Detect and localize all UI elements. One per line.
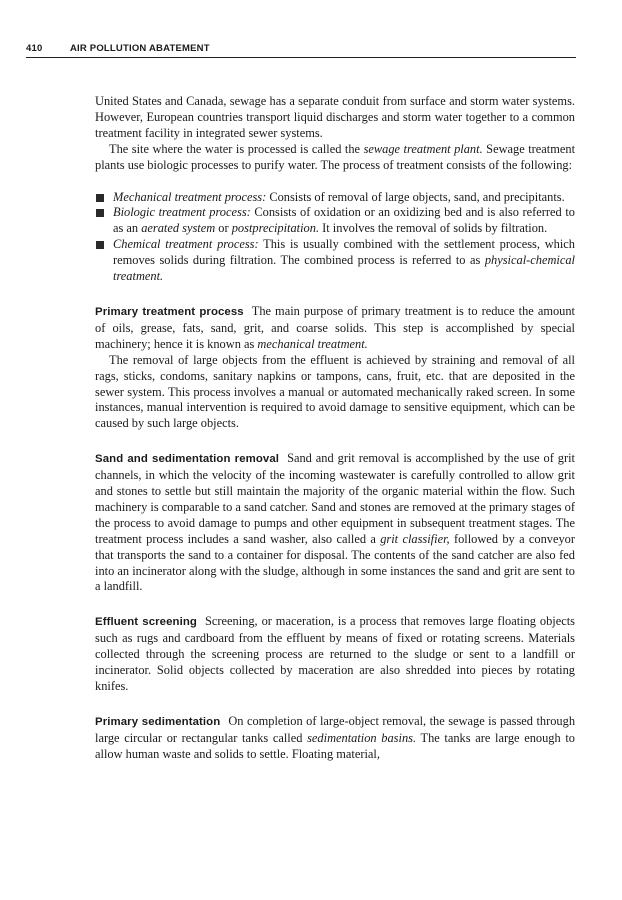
page-number: 410	[26, 43, 43, 54]
list-item-biologic	[95, 205, 575, 237]
term-grit-classifier: grit classifier,	[380, 531, 450, 546]
term-chemical: Chemical treatment process:	[113, 237, 259, 252]
effluent-screening-paragraph	[95, 614, 575, 695]
intro-paragraph-1: United States and Canada, sewage has a separate conduit from surface and storm water systems. However, European countries transport liquid discharges and storm water together to a common treatment facility in integrated sewer systems.	[95, 94, 575, 140]
primary-treatment-text-a: The main purpose of primary treatment is to reduce the amount of oils, grease, fats, sand, grit, and coarse solids. This step is accomplished by special machinery; hence it is known as	[95, 303, 575, 351]
effluent-screening-text: Screening, or maceration, is a process that removes large floating objects such as rugs and cardboard from the effluent by means of fixed or rotating screens. Materials collected through the screening process are returned to the sludge or sent to a landfill or incinerator. Solid objects collected by maceration are also shredded into pieces by rotating knifes.	[95, 614, 575, 693]
section-heading-primary-sedimentation: Primary sedimentation	[95, 715, 221, 728]
text-biologic-or: or	[215, 221, 232, 236]
term-biologic: Biologic treatment process:	[113, 205, 251, 220]
term-mechanical-treatment: mechanical treatment.	[257, 336, 368, 351]
intro-paragraph-2	[95, 142, 575, 174]
list-item-mechanical	[95, 190, 575, 206]
section-effluent-screening	[95, 614, 575, 695]
term-postprecipitation: postprecipitation.	[231, 221, 320, 236]
section-heading-primary-treatment: Primary treatment process	[95, 305, 244, 318]
term-physical-chemical: physical-chemical treatment.	[113, 253, 575, 284]
body-text	[95, 94, 575, 763]
intro-text-a: The site where the water is processed is called the	[109, 141, 364, 156]
term-aerated-system: aerated system	[141, 221, 216, 236]
text-chemical: This is usually combined with the settlement process, which removes solids during filtration. The combined process is referred to as	[113, 237, 576, 268]
primary-sedimentation-text-b: The tanks are large enough to allow human waste and solids to settle. Floating material,	[95, 730, 575, 761]
primary-treatment-paragraph-1	[95, 304, 575, 353]
square-bullet-icon	[96, 241, 104, 249]
sand-removal-text-a: Sand and grit removal is accomplished by the use of grit channels, in which the velocity of the incoming wastewater is carefully controlled to allow grit and stones to settle but still maintain the majority of the organic material within the flow. Such machinery is comparable to a sand catcher. Sand and stones are removed at the primary stages of the process to avoid damage to pumps and other equipment in subsequent treatment stages. The treatment process includes a sand washer, also called a	[95, 451, 575, 546]
section-heading-sand-removal: Sand and sedimentation removal	[95, 453, 280, 466]
text-biologic-b: It involves the removal of solids by filtration.	[319, 221, 548, 236]
term-sedimentation-basins: sedimentation basins.	[307, 730, 417, 745]
treatment-process-list	[95, 190, 575, 285]
running-head	[26, 43, 576, 58]
intro-text-b: Sewage treatment plants use biologic processes to purify water. The process of treatment consists of the following:	[95, 141, 576, 172]
list-item-chemical	[95, 237, 575, 285]
primary-treatment-paragraph-2: The removal of large objects from the effluent is achieved by straining and removal of all rags, sticks, condoms, sanitary napkins or tampons, cans, fruit, etc. that are deposited in the sewer system. This process involves a manual or automated mechanically raked screen. In some instances, manual intervention is required to avoid damage to sensitive equipment, which can be caused by such large objects.	[95, 352, 575, 431]
text-mechanical: Consists of removal of large objects, sand, and precipitants.	[266, 189, 565, 204]
section-primary-sedimentation	[95, 714, 575, 763]
primary-sedimentation-text-a: On completion of large-object removal, the sewage is passed through large circular or rectangular tanks called	[95, 713, 576, 745]
primary-sedimentation-paragraph	[95, 714, 575, 763]
sand-removal-text-b: followed by a conveyor that transports the sand to a container for disposal. The contents of the sand catcher are also fed into an incinerator along with the sludge, although in some instances the sand and grit are sent to a landfill.	[95, 531, 576, 594]
square-bullet-icon	[96, 209, 104, 217]
intro-term-sewage-treatment-plant: sewage treatment plant.	[363, 141, 483, 156]
term-mechanical: Mechanical treatment process:	[113, 189, 267, 204]
text-biologic-a: Consists of oxidation or an oxidizing bed and is also referred to as an	[113, 205, 575, 236]
section-heading-effluent-screening: Effluent screening	[95, 616, 197, 629]
section-sand-removal	[95, 451, 575, 595]
square-bullet-icon	[96, 194, 104, 202]
running-title: AIR POLLUTION ABATEMENT	[70, 43, 210, 54]
section-primary-treatment	[95, 304, 575, 432]
sand-removal-paragraph	[95, 451, 575, 595]
